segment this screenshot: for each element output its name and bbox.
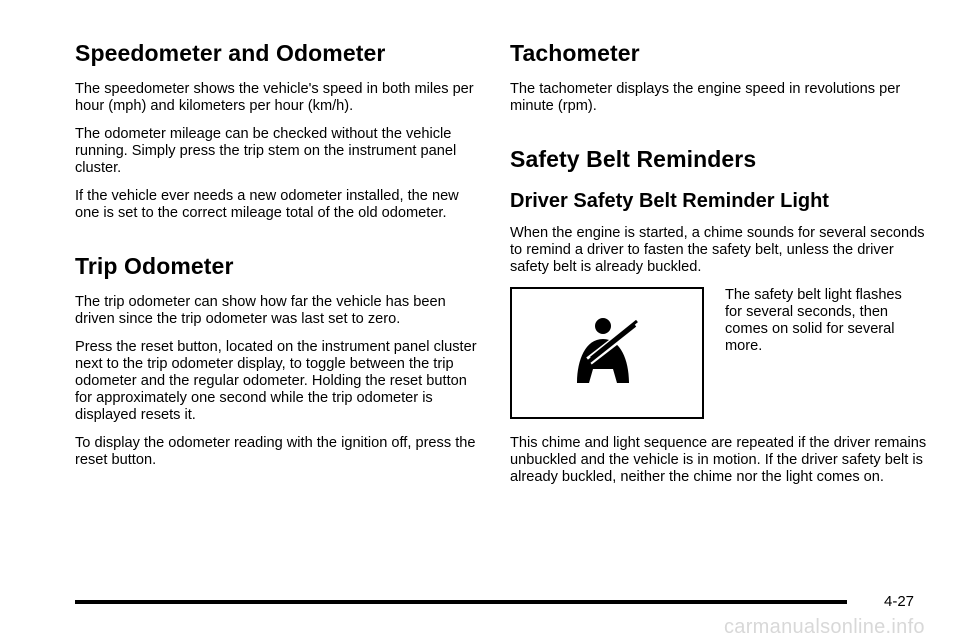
paragraph-reset-button: Press the reset button, located on the instrument panel cluster next to the trip odometer display, to toggle between the trip odometer and the regular odometer. Holding the reset button for approximately one second while the trip odometer is displayed resets it. — [75, 339, 477, 423]
paragraph-sequence-repeat: This chime and light sequence are repeated if the driver remains unbuckled and the vehicle is in motion. If the driver safety belt is already buckled, neither the chime nor the light comes on. — [510, 435, 927, 485]
right-column — [510, 36, 930, 497]
section-gap — [510, 126, 930, 142]
heading-safety-belt-reminders: Safety Belt Reminders — [510, 146, 757, 172]
paragraph-speedometer: The speedometer shows the vehicle's speed in both miles per hour (mph) and kilometers per hour (km/h). — [75, 81, 474, 114]
paragraph-ignition-off: To display the odometer reading with the ignition off, press the reset button. — [75, 435, 476, 468]
heading-tachometer: Tachometer — [510, 40, 640, 66]
paragraph-odometer-check: The odometer mileage can be checked without the vehicle running. Simply press the trip stem on the instrument panel cluster. — [75, 126, 457, 176]
footer-rule — [75, 600, 847, 604]
heading-trip-odometer: Trip Odometer — [75, 253, 234, 279]
figure-caption: The safety belt light flashes for several seconds, then comes on solid for several more. — [725, 287, 902, 354]
page-number: 4-27 — [884, 593, 915, 610]
figure-box — [510, 287, 704, 419]
watermark: carmanualsonline.info — [724, 616, 925, 638]
heading-driver-belt-light: Driver Safety Belt Reminder Light — [510, 190, 829, 212]
paragraph-tachometer: The tachometer displays the engine speed in revolutions per minute (rpm). — [510, 81, 901, 114]
heading-speedometer-odometer: Speedometer and Odometer — [75, 40, 386, 66]
paragraph-trip-odometer: The trip odometer can show how far the vehicle has been driven since the trip odometer was last set to zero. — [75, 294, 446, 327]
paragraph-chime: When the engine is started, a chime sounds for several seconds to remind a driver to fasten the safety belt, unless the driver safety belt is already buckled. — [510, 225, 925, 275]
seatbelt-icon — [567, 317, 647, 387]
figure-row — [510, 287, 930, 435]
left-column — [75, 36, 485, 480]
paragraph-odometer-replace: If the vehicle ever needs a new odometer installed, the new one is set to the correct mileage total of the old odometer. — [75, 188, 459, 221]
section-gap — [75, 233, 485, 249]
